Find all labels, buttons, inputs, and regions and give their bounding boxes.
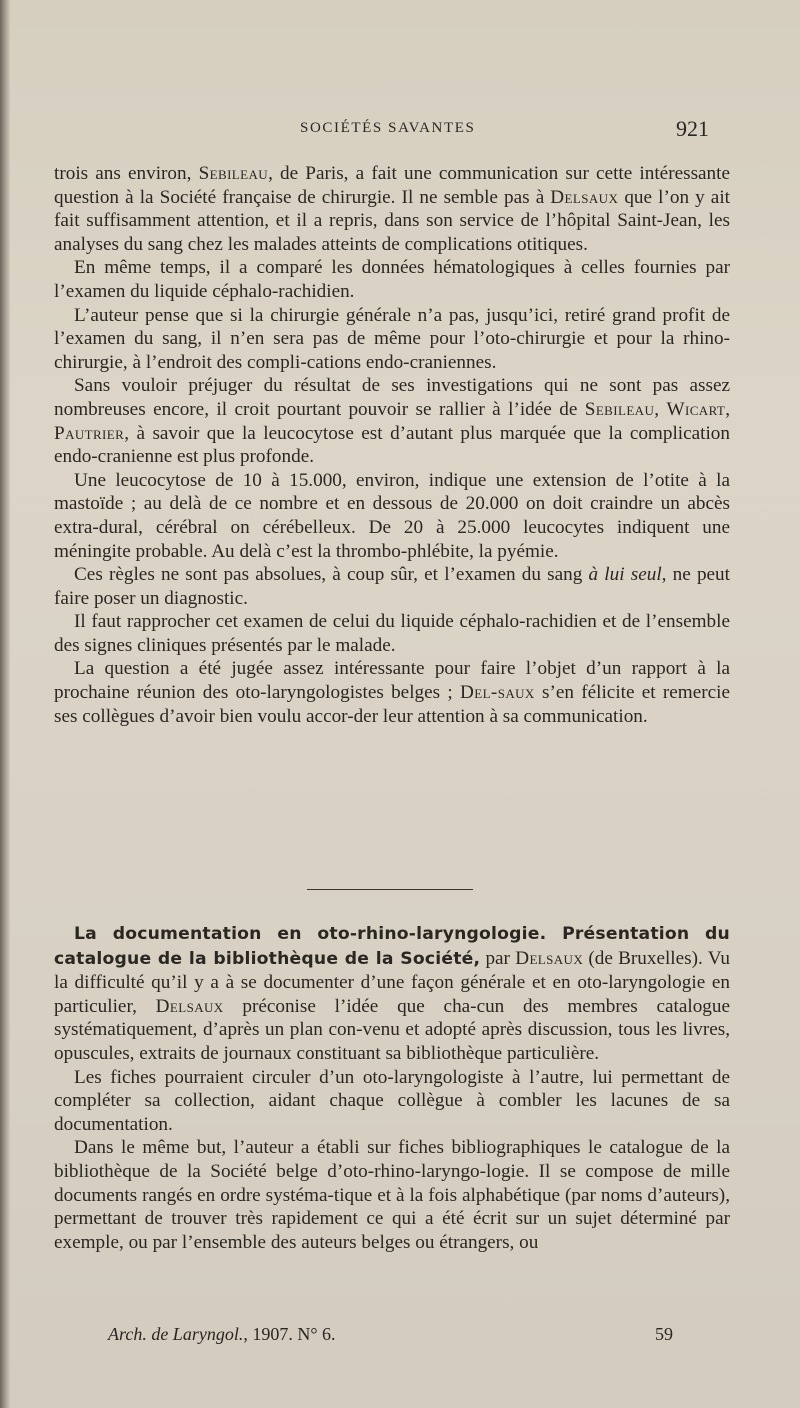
paragraph [54,162,730,256]
emphasis-text: à lui seul [588,564,662,586]
footer-citation [108,1324,336,1345]
paragraph [54,1136,730,1254]
section-heading: La documentation en oto-rhino-laryngologie. Présentation du catalogue de la bibliothèque de la Société, [54,924,730,969]
running-head-title: SOCIÉTÉS SAVANTES [300,120,476,136]
text-run: que l’on y ait fait suffisamment attention, et il a repris, dans son service de l’hôpital Saint-Jean, les analyses du sang chez les malades atteints de complications otitiques. [54,186,730,255]
text-run: Sans vouloir préjuger du résultat de ses investigations qui ne sont pas assez nombreuses encore, il croit pourtant pouvoir se rallier à l’idée de [54,375,730,420]
text-run: Dans le même but, l’auteur a établi sur fiches bibliographiques le catalogue de la bibliothèque de la Société belge d’oto-rhino-laryngo-logie. Il se compose de mille documents rangés en ordre systéma-tique et à la fois alphabétique (par noms d’auteurs), permettant de trouver très rapidement ce qui a été écrit sur un sujet déterminé par exemple, ou par l’ensemble des auteurs belges ou étrangers, ou [54,1137,730,1253]
paragraph [54,1066,730,1137]
running-head [0,116,800,146]
text-run: Il faut rapprocher cet examen de celui du liquide céphalo-rachidien et de l’ensemble des signes cliniques présentés par le malade. [54,611,730,656]
section-divider [307,889,473,890]
paragraph [54,563,730,610]
text-run: (de Bruxelles). Vu la difficulté qu’il y a à se documenter d’une façon générale et en oto-laryngologie en particulier, [54,947,730,1017]
text-run: La question a été jugée assez intéressante pour faire l’objet d’un rapport à la prochaine réunion des oto-laryngologistes belges ; [54,658,730,704]
text-run: par [480,947,516,969]
text-run: , [725,398,730,420]
text-run: trois ans environ, [54,163,199,184]
paragraph [54,304,730,375]
text-run: , [654,398,667,420]
text-run: , à savoir que la leucocytose est d’autant plus marquée que la complication endo-cranienne est plus profonde. [54,422,730,468]
section-documentation [54,922,730,1254]
author-name: Pautrier [54,422,125,444]
text-run: préconise l’idée que cha-cun des membres catalogue systématiquement, d’après un plan con-venu et adopté après discussion, tous les livres, opuscules, extraits de journaux constituant sa bibliothèque particulière. [54,995,730,1064]
footer-sheet-number: 59 [655,1324,673,1344]
footer-volume: , 1907. N° 6. [243,1324,336,1344]
body-text [54,162,730,728]
text-run: En même temps, il a comparé les données hématologiques à celles fournies par l’examen du liquide céphalo-rachidien. [54,257,730,302]
text-run: Une leucocytose de 10 à 15.000, environ, indique une extension de l’otite à la mastoïde ; au delà de ce nombre et en dessous de 20.000 on doit craindre un abcès extra-dural, cérébral on cérébelleux. De 20 à 25.000 leucocytes indiquent une méningite probable. Au delà c’est la thrombo-phlébite, la pyémie. [54,469,730,562]
text-run: , de Paris, a fait une communication sur cette intéressante question à la Société française de chirurgie. Il ne semble pas à [54,163,730,208]
author-name: Del-saux [459,682,535,704]
text-run: L’auteur pense que si la chirurgie générale n’a pas, jusqu’ici, retiré grand profit de l’examen du sang, il n’en sera pas de même pour l’oto-chirurgie et pour la rhino-chirurgie, à l’endroit des compli-cations endo-craniennes. [54,304,730,373]
paragraph [54,256,730,303]
page-number: 921 [676,116,709,141]
section-paragraphs [54,1066,730,1255]
text-run: s’en félicite et remercie ses collègues d’avoir bien voulu accor-der leur attention à sa communication. [54,682,730,727]
author-name: Delsaux [550,186,619,208]
paragraph [54,657,730,728]
author-name: Sebileau [584,398,655,420]
author-name: Delsaux [155,995,224,1017]
page-footer [0,1324,800,1350]
author-name: Delsaux [515,947,584,969]
text-run: , ne peut faire poser un diagnostic. [54,564,730,609]
paragraph [54,610,730,657]
author-name: Sebileau [198,163,269,184]
paragraph [54,469,730,563]
text-run: Les fiches pourraient circuler d’un oto-laryngologiste à l’autre, lui permettant de compléter sa collection, aidant chaque collègue à combler les lacunes de sa documentation. [54,1066,730,1135]
page-binding-edge [0,0,10,1408]
section-first-paragraph [54,922,730,1066]
author-name: Wicart [666,398,726,420]
footer-journal-title: Arch. de Laryngol. [108,1324,244,1344]
paragraph [54,374,730,468]
text-run: Ces règles ne sont pas absolues, à coup sûr, et l’examen du sang [74,564,589,586]
